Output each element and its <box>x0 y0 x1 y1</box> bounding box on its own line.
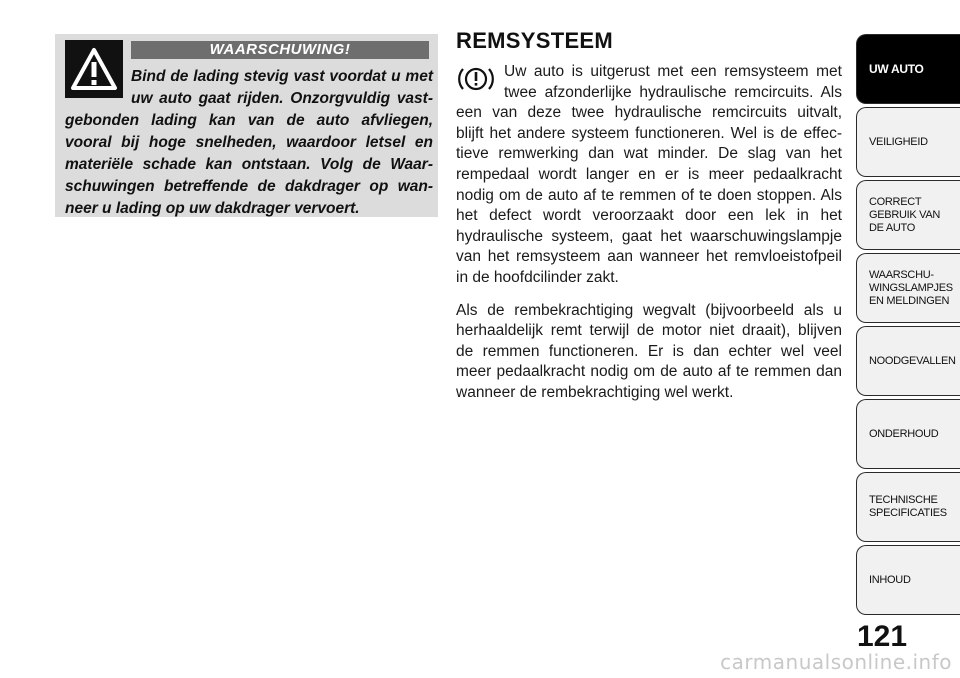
body-line: rempedaal wordt langer en er is meer pedaalkracht <box>456 165 842 183</box>
tab-noodgevallen[interactable]: NOODGEVALLEN <box>856 326 960 396</box>
section-title: REMSYSTEEM <box>456 28 614 53</box>
section-body <box>456 62 842 404</box>
warning-line: vooral bij hoge snelheden, waardoor letsel en <box>65 134 433 151</box>
warning-line: neer u lading op uw dakdrager vervoert. <box>65 200 360 217</box>
body-line: twee afzonderlijke hydraulische remcircuits. Als <box>504 83 842 101</box>
warning-box <box>55 34 438 217</box>
tab-inhoud[interactable]: INHOUD <box>856 545 960 615</box>
body-line: het defect wordt veroorzaakt door een lek in het <box>456 207 842 225</box>
warning-line: uw auto gaat rijden. Onzorgvuldig vast- <box>131 90 433 107</box>
warning-line: schuwingen betreffende de dakdrager op wan- <box>65 178 433 195</box>
body-line: van het remsysteem aan wanneer het remvloeistofpeil <box>456 248 842 266</box>
body-line: Als de rembekrachtiging wegvalt (bijvoorbeeld als u <box>456 301 842 319</box>
tab-correct-gebruik[interactable]: CORRECT GEBRUIK VAN DE AUTO <box>856 180 960 250</box>
page-number: 121 <box>857 620 908 653</box>
warning-heading: WAARSCHUWING! <box>131 41 429 59</box>
warning-text <box>55 66 433 220</box>
body-line: Uw auto is uitgerust met een remsysteem met <box>504 63 842 80</box>
body-line: wanneer de rembekrachtiging wel werkt. <box>456 383 734 401</box>
tab-onderhoud[interactable]: ONDERHOUD <box>856 399 960 469</box>
body-line: meer pedaalkracht nodig om de auto af te remmen dan <box>456 363 842 381</box>
warning-line: gebonden lading kan van de auto afvliegen, <box>65 112 433 129</box>
body-line: tieve remwerking dan wat minder. De slag van het <box>456 145 842 163</box>
tab-waarschuwingslampjes[interactable]: WAARSCHU-WINGSLAMPJES EN MELDINGEN <box>856 253 960 323</box>
body-line: de remmen functioneren. Er is dan echter wel veel <box>456 342 842 360</box>
body-line: herhaaldelijk remt terwijl de motor niet draait), blijven <box>456 322 842 340</box>
body-line: een van deze twee hydraulische remcircuits uitvalt, <box>456 104 842 122</box>
watermark: carmanualsonline.info <box>720 650 952 674</box>
warning-line: materiële schade kan ontstaan. Volg de Waar- <box>65 156 433 173</box>
tab-technische-specificaties[interactable]: TECHNISCHE SPECIFICATIES <box>856 472 960 542</box>
body-line: nodig om de auto af te remmen of te doen stoppen. Als <box>456 186 842 204</box>
warning-line: Bind de lading stevig vast voordat u met <box>131 68 433 85</box>
tab-veiligheid[interactable]: VEILIGHEID <box>856 107 960 177</box>
body-line: in de hoofdcilinder zakt. <box>456 268 619 286</box>
body-line: hydraulische systeem, gaat het waarschuwingslampje <box>456 227 842 245</box>
body-line: blijft het andere systeem functioneren. Wel is de effec- <box>456 124 842 142</box>
tab-uw-auto[interactable]: UW AUTO <box>856 34 960 104</box>
